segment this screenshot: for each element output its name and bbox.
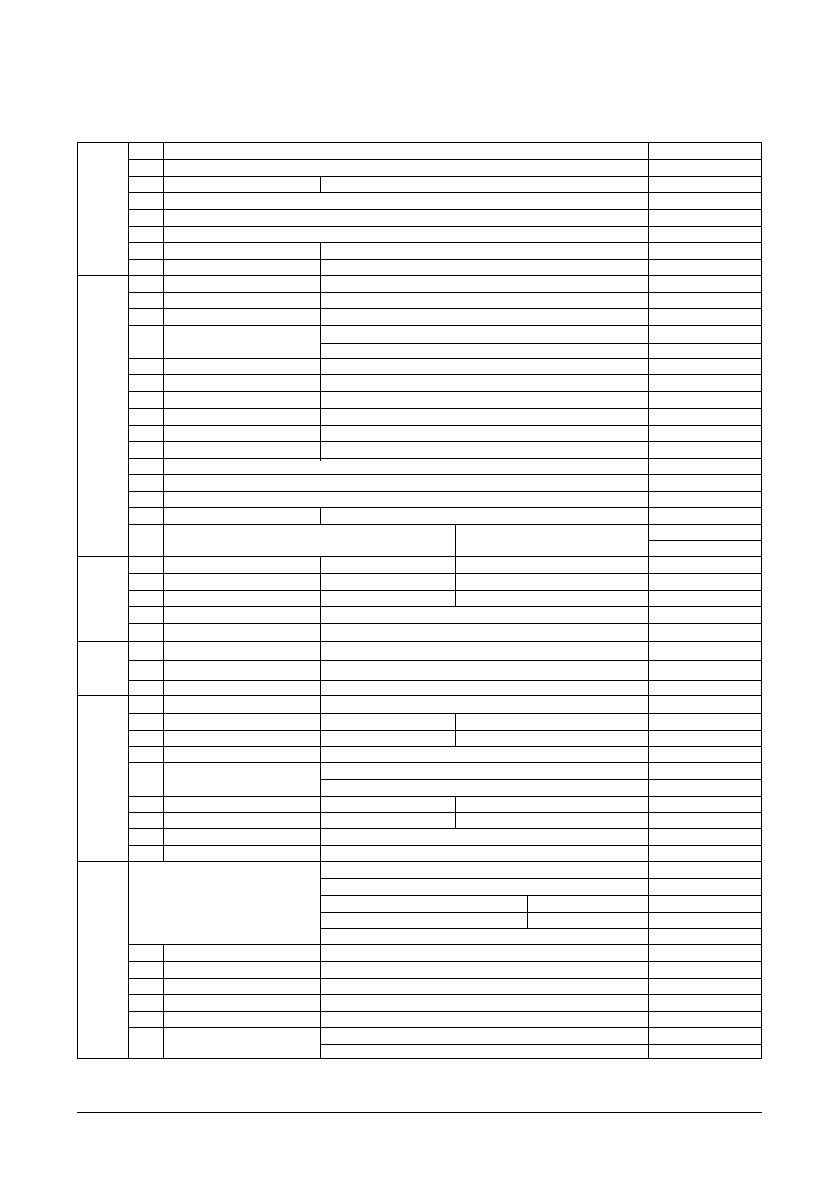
table-row-rule <box>648 540 762 541</box>
table-row-rule <box>128 812 762 813</box>
table-row-rule <box>128 308 762 309</box>
table-column-rule <box>163 944 164 1059</box>
table-column-rule <box>455 713 456 746</box>
table-row-rule <box>128 660 762 661</box>
table-row-rule <box>128 159 762 160</box>
table-column-rule <box>455 524 456 606</box>
table-row-rule <box>320 912 762 913</box>
table-row-rule <box>77 275 762 276</box>
table-row-rule <box>320 928 762 929</box>
table-row-rule <box>77 861 762 862</box>
table-column-rule <box>320 242 321 461</box>
table-row-rule <box>128 590 762 591</box>
table-row-rule <box>128 441 762 442</box>
table-row-rule <box>128 358 762 359</box>
table-row-rule <box>128 292 762 293</box>
table-row-rule <box>320 779 762 780</box>
table-row-rule <box>77 641 762 642</box>
table-row-rule <box>128 1027 762 1028</box>
table-row-rule <box>128 458 762 459</box>
table-row-rule <box>128 746 762 747</box>
table-row-rule <box>320 878 762 879</box>
table-column-rule <box>163 142 164 861</box>
table-row-rule <box>128 374 762 375</box>
table-row-rule <box>128 408 762 409</box>
table-row-rule <box>128 176 762 177</box>
table-row-rule <box>128 259 762 260</box>
table-row-rule <box>128 994 762 995</box>
table-column-rule <box>320 176 321 192</box>
table-row-rule <box>128 425 762 426</box>
table-row-rule <box>128 623 762 624</box>
table-row-rule <box>128 209 762 210</box>
table-row-rule <box>128 713 762 714</box>
table-column-rule <box>455 796 456 828</box>
table-row-rule <box>77 695 762 696</box>
table-row-rule <box>128 242 762 243</box>
table-column-rule <box>128 142 129 1059</box>
table-row-rule <box>77 556 762 557</box>
table-row-rule <box>128 944 762 945</box>
table-row-rule <box>320 895 762 896</box>
footer-rule <box>77 1112 762 1113</box>
table-row-rule <box>128 730 762 731</box>
table-column-rule <box>320 556 321 1059</box>
table-row-rule <box>128 680 762 681</box>
table-row-rule <box>128 507 762 508</box>
table-row-rule <box>128 762 762 763</box>
table-row-rule <box>128 606 762 607</box>
table-row-rule <box>128 845 762 846</box>
table-outer-border <box>77 142 762 1059</box>
table-row-rule <box>128 961 762 962</box>
table-column-rule <box>648 142 649 1059</box>
table-row-rule <box>128 391 762 392</box>
table-column-rule <box>320 861 321 944</box>
table-row-rule <box>128 325 762 326</box>
table-row-rule <box>128 828 762 829</box>
table-row-rule <box>128 1011 762 1012</box>
table-row-rule <box>128 573 762 574</box>
table-row-rule <box>128 226 762 227</box>
table-row-rule <box>320 343 762 344</box>
table-row-rule <box>128 192 762 193</box>
table-row-rule <box>128 796 762 797</box>
table-row-rule <box>128 474 762 475</box>
table-row-rule <box>320 1044 762 1045</box>
table-column-rule <box>320 507 321 524</box>
table-row-rule <box>128 491 762 492</box>
table-column-rule <box>527 895 528 928</box>
table-row-rule <box>128 524 762 525</box>
table-row-rule <box>128 978 762 979</box>
